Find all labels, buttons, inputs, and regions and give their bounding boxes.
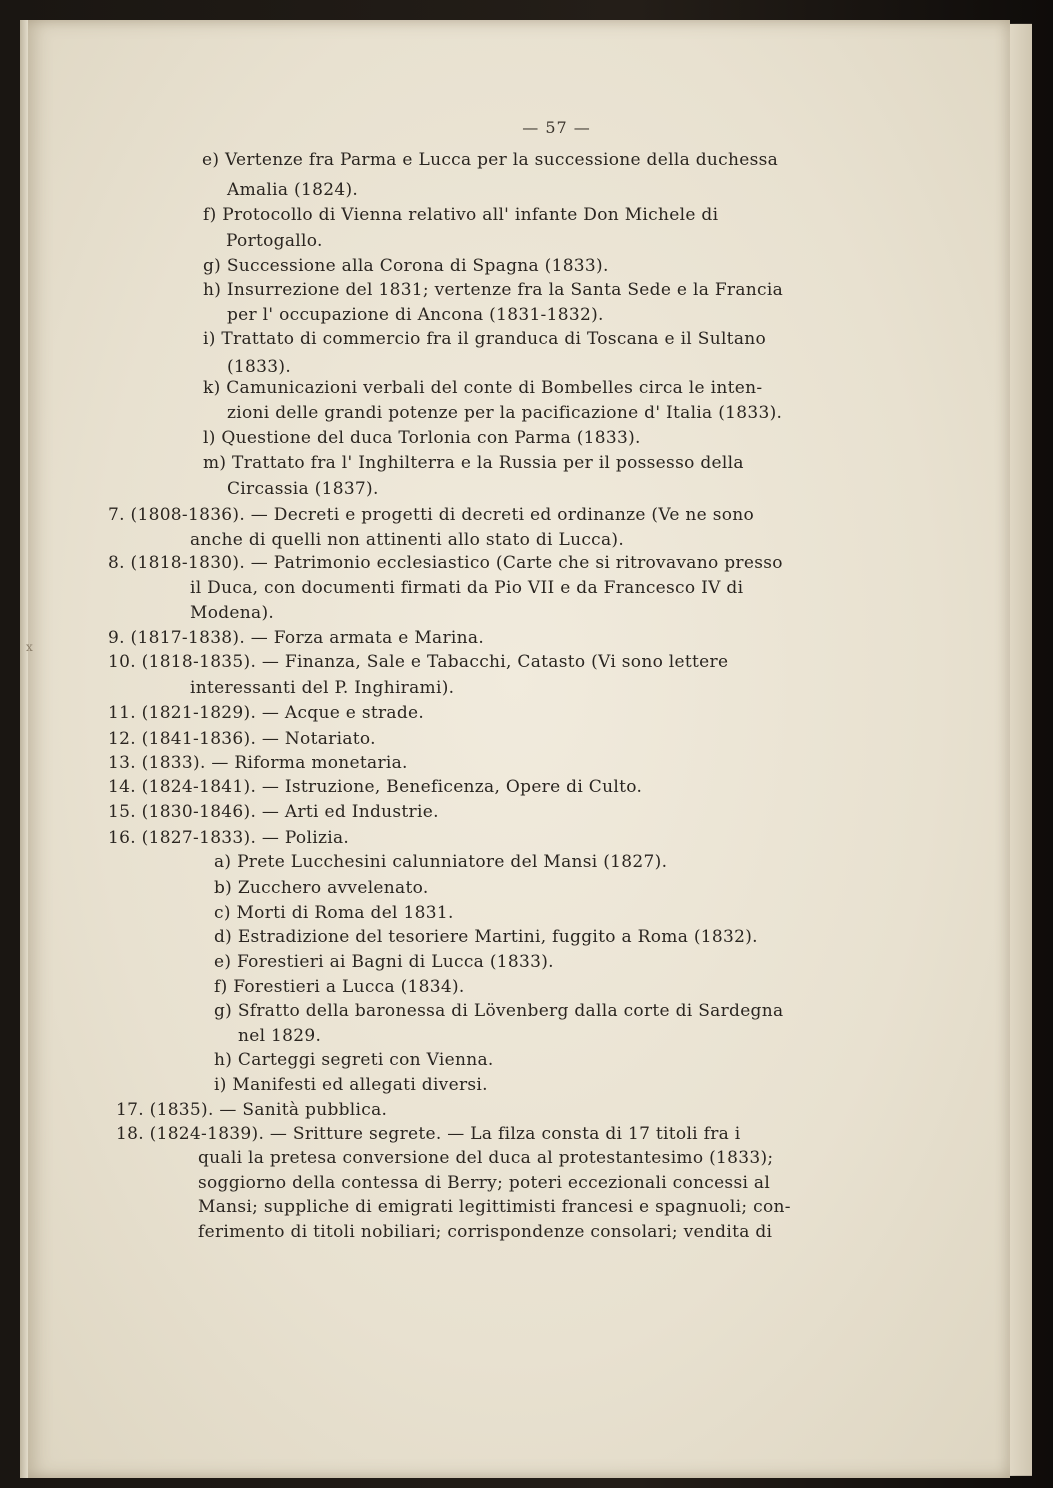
text-line: Portogallo. — [226, 231, 323, 251]
text-line: 9. (1817-1838). — Forza armata e Marina. — [108, 628, 485, 648]
text-line: zioni delle grandi potenze per la pacificazione d' Italia (1833). — [227, 403, 783, 423]
text-line: g) Successione alla Corona di Spagna (1833). — [203, 256, 609, 276]
text-line: Mansi; suppliche di emigrati legittimisti francesi e spagnuoli; con- — [198, 1197, 791, 1217]
text-line: g) Sfratto della baronessa di Lövenberg dalla corte di Sardegna — [214, 1001, 784, 1021]
text-line: i) Manifesti ed allegati diversi. — [214, 1075, 488, 1095]
text-line: f) Protocollo di Vienna relativo all' infante Don Michele di — [203, 205, 719, 225]
text-line: a) Prete Lucchesini calunniatore del Mansi (1827). — [214, 852, 668, 872]
text-line: e) Forestieri ai Bagni di Lucca (1833). — [214, 952, 554, 972]
text-line: 13. (1833). — Riforma monetaria. — [108, 753, 408, 773]
text-line: interessanti del P. Inghirami). — [190, 678, 455, 698]
page-number: — 57 — — [522, 118, 591, 137]
text-line: anche di quelli non attinenti allo stato di Lucca). — [190, 530, 625, 550]
text-line: 15. (1830-1846). — Arti ed Industrie. — [108, 802, 439, 822]
text-line: nel 1829. — [238, 1026, 322, 1046]
text-line: (1833). — [227, 357, 292, 377]
text-line: i) Trattato di commercio fra il granduca di Toscana e il Sultano — [203, 329, 767, 349]
text-line: Circassia (1837). — [227, 479, 379, 499]
text-line: 14. (1824-1841). — Istruzione, Beneficenza, Opere di Culto. — [108, 777, 643, 797]
text-line: 10. (1818-1835). — Finanza, Sale e Tabacchi, Catasto (Vi sono lettere — [108, 652, 729, 672]
text-line: 11. (1821-1829). — Acque e strade. — [108, 703, 425, 723]
text-line: soggiorno della contessa di Berry; poteri eccezionali concessi al — [198, 1173, 771, 1193]
text-line: Amalia (1824). — [227, 180, 359, 200]
text-line: 8. (1818-1830). — Patrimonio ecclesiastico (Carte che si ritrovavano presso — [108, 553, 783, 573]
text-line: 16. (1827-1833). — Polizia. — [108, 828, 350, 848]
text-line: 17. (1835). — Sanità pubblica. — [116, 1100, 388, 1120]
text-line: k) Camunicazioni verbali del conte di Bombelles circa le inten- — [203, 378, 763, 398]
text-line: 7. (1808-1836). — Decreti e progetti di decreti ed ordinanze (Ve ne sono — [108, 505, 755, 525]
text-line: m) Trattato fra l' Inghilterra e la Russia per il possesso della — [203, 453, 744, 473]
text-line: l) Questione del duca Torlonia con Parma (1833). — [203, 428, 641, 448]
text-line: il Duca, con documenti firmati da Pio VII e da Francesco IV di — [190, 578, 744, 598]
text-line: per l' occupazione di Ancona (1831-1832). — [227, 305, 604, 325]
margin-mark: ⅹ — [26, 640, 33, 654]
text-line: ferimento di titoli nobiliari; corrispondenze consolari; vendita di — [198, 1222, 773, 1242]
text-line: d) Estradizione del tesoriere Martini, fuggito a Roma (1832). — [214, 927, 758, 947]
text-line: e) Vertenze fra Parma e Lucca per la successione della duchessa — [202, 150, 779, 170]
text-line: c) Morti di Roma del 1831. — [214, 903, 454, 923]
text-line: h) Carteggi segreti con Vienna. — [214, 1050, 494, 1070]
text-line: quali la pretesa conversione del duca al protestantesimo (1833); — [198, 1148, 774, 1168]
text-line: f) Forestieri a Lucca (1834). — [214, 977, 465, 997]
text-line: 12. (1841-1836). — Notariato. — [108, 729, 376, 749]
text-line: h) Insurrezione del 1831; vertenze fra la Santa Sede e la Francia — [203, 280, 784, 300]
text-line: 18. (1824-1839). — Sritture segrete. — La filza consta di 17 titoli fra i — [116, 1124, 741, 1144]
text-line: b) Zucchero avvelenato. — [214, 878, 429, 898]
text-line: Modena). — [190, 603, 275, 623]
